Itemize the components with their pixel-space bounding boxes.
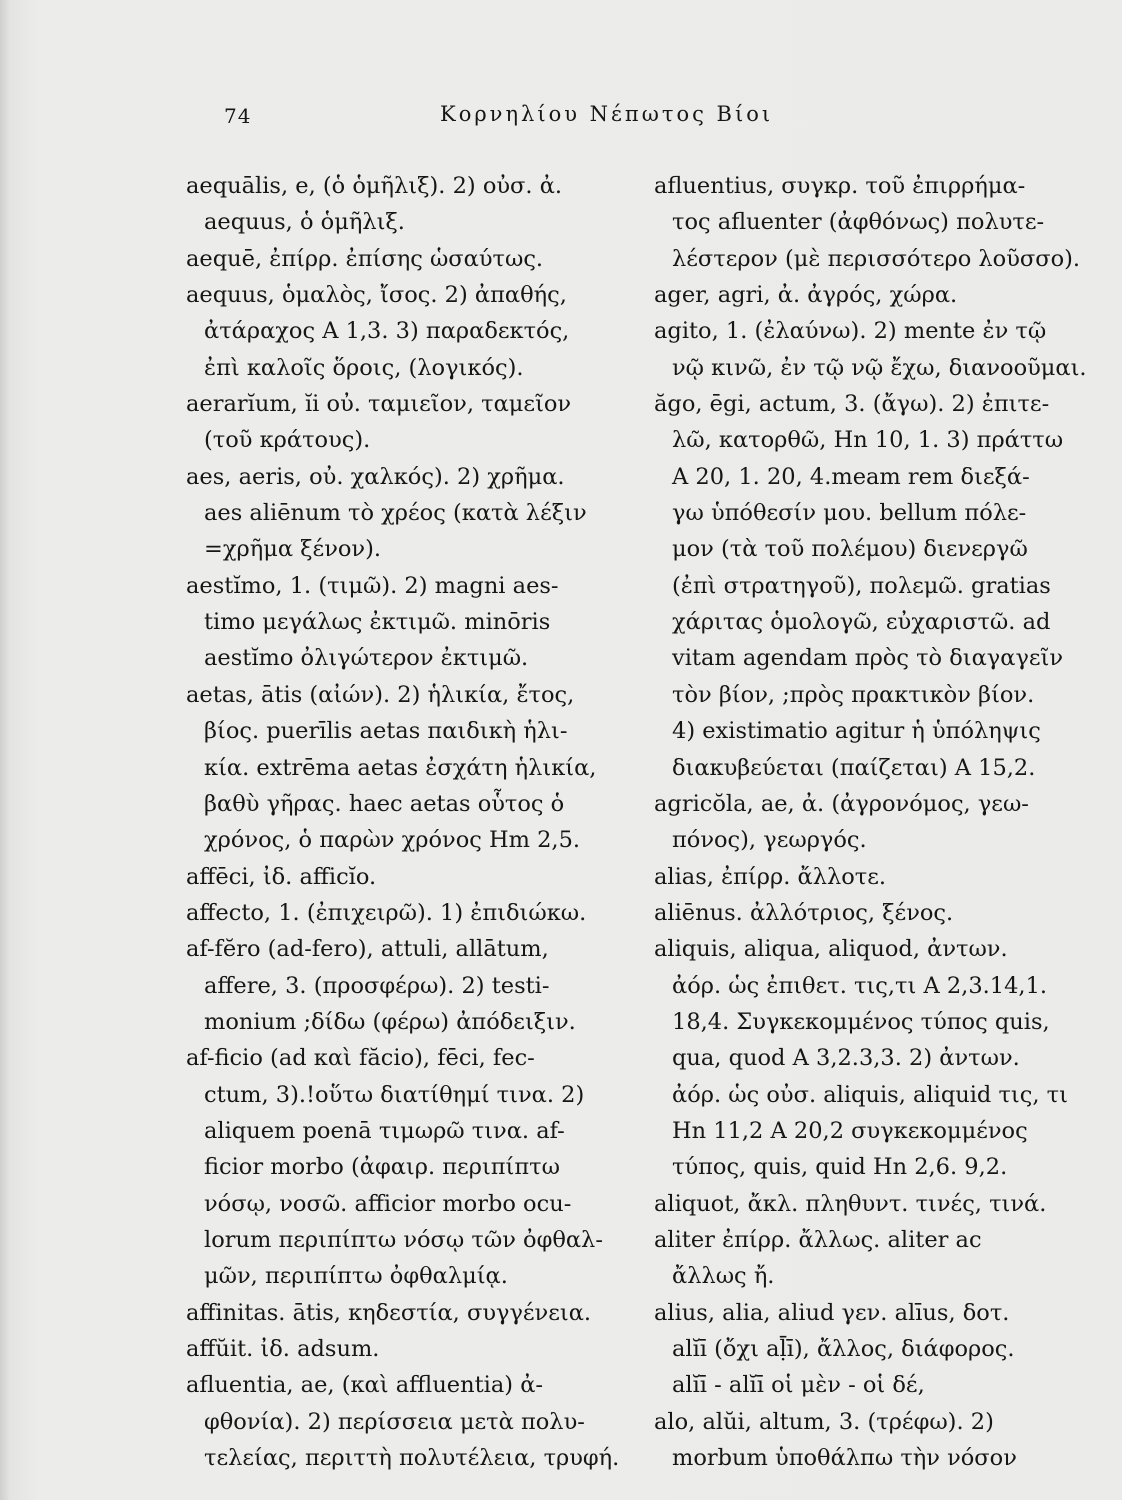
dictionary-line: aequus, ὁμαλὸς, ἴσος. 2) ἀπαθής, [186,282,567,309]
dictionary-line: morbum ὑποθάλπω τὴν νόσον [672,1445,1017,1472]
dictionary-line: aliquis, aliqua, aliquod, ἀντων. [654,936,1008,963]
dictionary-line: affŭit. ἰδ. adsum. [186,1336,380,1362]
dictionary-line: χάριτας ὁμολογῶ, εὐχαριστῶ. ad [672,609,1051,636]
dictionary-line: κία. extrēma aetas ἐσχάτη ἡλικία, [204,754,597,781]
dictionary-line: γω ὑπόθεσίν μου. bellum πόλε- [672,500,1027,527]
dictionary-line: βίος. puerīlis aetas παιδικὴ ἡλι- [204,718,568,745]
dictionary-line: qua, quod A 3,2.3,3. 2) ἀντων. [672,1045,1020,1072]
dictionary-line: agito, 1. (ἐλαύνω). 2) mente ἐν τῷ [654,318,1047,345]
dictionary-line: monium ;δίδω (φέρω) ἀπόδειξιν. [204,1008,576,1035]
running-title: Κορνηλίου Νέπωτος Βίοι [440,102,774,126]
dictionary-line: τὸν βίον, ;πρὸς πρακτικὸν βίον. [672,681,1035,708]
dictionary-line: =χρῆμα ξένον). [204,536,382,563]
dictionary-line: ἀόρ. ὡς ἐπιθετ. τις,τι A 2,3.14,1. [672,972,1048,999]
dictionary-line: διακυβεύεται (παίζεται) A 15,2. [672,754,1036,781]
dictionary-line: τύπος, quis, quid Hn 2,6. 9,2. [672,1154,1008,1181]
dictionary-line: affēci, ἰδ. afficĭo. [186,863,377,890]
dictionary-line: aetas, ātis (αἰών). 2) ἡλικία, ἔτος, [186,681,575,708]
dictionary-line: ager, agri, ἀ. ἀγρός, χώρα. [654,282,958,309]
dictionary-line: aliēnus. ἀλλότριος, ξένος. [654,899,954,926]
dictionary-line: timo μεγάλως ἐκτιμῶ. minōris [204,609,551,636]
dictionary-line: φθονία). 2) περίσσεια μετὰ πολυ- [204,1408,585,1435]
dictionary-line: agricŏla, ae, ἀ. (ἀγρονόμος, γεω- [654,790,1029,817]
dictionary-line: νόσῳ, νοσῶ. afficior morbo ocu- [204,1190,572,1217]
dictionary-line: μον (τὰ τοῦ πολέμου) διενεργῶ [672,536,1028,563]
dictionary-line: af-fĕro (ad-fero), attuli, allātum, [186,936,549,963]
dictionary-line: afluentia, ae, (καὶ affluentia) ἀ- [186,1372,543,1399]
dictionary-line: affere, 3. (προσφέρω). 2) testi- [204,972,550,999]
right-column [654,168,1090,1476]
dictionary-line: ficior morbo (ἀφαιρ. περιπίπτω [204,1154,560,1181]
dictionary-line: τελείας, περιττὴ πολυτέλεια, τρυφή. [204,1445,620,1472]
dictionary-line: πόνος), γεωργός. [672,827,867,854]
dictionary-line: λέστερον (μὲ περισσότερο λοῦσσο). [672,245,1081,272]
dictionary-line: aliquem poenā τιμωρῶ τινα. af- [204,1117,565,1144]
dictionary-line: (τοῦ κράτους). [204,427,371,454]
dictionary-line: aequus, ὁ ὁμῆλιξ. [204,209,405,236]
dictionary-line: alo, alŭi, altum, 3. (τρέφω). 2) [654,1408,994,1435]
dictionary-line: A 20, 1. 20, 4.meam rem διεξά- [672,463,1030,490]
dictionary-line: aes, aeris, οὐ. χαλκός). 2) χρῆμα. [186,463,565,490]
dictionary-line: ἐπὶ καλοῖς ὅροις, (λογικός). [204,354,524,381]
dictionary-line: aestĭmo ὀλιγώτερον ἐκτιμῶ. [204,645,529,672]
dictionary-line: aes aliēnum τὸ χρέος (κατὰ λέξιν [204,500,587,527]
dictionary-line: (ἐπὶ στρατηγοῦ), πολεμῶ. gratias [672,572,1051,599]
dictionary-line: τος afluenter (ἀφθόνως) πολυτε- [672,209,1045,236]
dictionary-line: aequālis, e, (ὁ ὁμῆλιξ). 2) οὐσ. ἀ. [186,173,563,199]
dictionary-line: af-ficio (ad καὶ făcio), fēci, fec- [186,1045,535,1072]
dictionary-line: λῶ, κατορθῶ, Hn 10, 1. 3) πράττω [672,427,1064,454]
dictionary-line: alius, alia, aliud γεν. alīus, δοτ. [654,1299,1010,1326]
dictionary-line: affinitas. ātis, κηδεστία, συγγένεια. [186,1299,592,1326]
dictionary-line: lorum περιπίπτω νόσῳ τῶν ὀφθαλ- [204,1226,603,1253]
dictionary-line: aequē, ἐπίρρ. ἐπίσης ὡσαύτως. [186,245,544,272]
dictionary-line: aliquot, ἄκλ. πληθυντ. τινές, τινά. [654,1190,1047,1217]
dictionary-line: alias, ἐπίρρ. ἄλλοτε. [654,863,887,890]
dictionary-line: ἀτάραχος A 1,3. 3) παραδεκτός, [204,318,570,345]
dictionary-line: χρόνος, ὁ παρὼν χρόνος Hm 2,5. [204,827,581,854]
dictionary-line: aerarĭum, ĭi οὐ. ταμιεῖον, ταμεῖον [186,391,572,418]
dictionary-line: vitam agendam πρὸς τὸ διαγαγεῖν [672,645,1064,672]
dictionary-line: affecto, 1. (ἐπιχειρῶ). 1) ἐπιδιώκω. [186,899,587,926]
left-column [186,168,622,1476]
dictionary-line: aliter ἐπίρρ. ἄλλως. aliter ac [654,1226,982,1253]
dictionary-line: alĭī - alĭī οἱ μὲν - οἱ δέ, [672,1372,925,1399]
dictionary-line: ăgo, ēgi, actum, 3. (ἄγω). 2) ἐπιτε- [654,391,1050,418]
dictionary-line: aestĭmo, 1. (τιμῶ). 2) magni aes- [186,572,559,599]
dictionary-line: μῶν, περιπίπτω ὀφθαλμίᾳ. [204,1263,508,1290]
page-number: 74 [224,104,252,128]
dictionary-line: 18,4. Συγκεκομμένος τύπος quis, [672,1008,1050,1035]
dictionary-line: Hn 11,2 A 20,2 συγκεκομμένος [672,1117,1028,1144]
dictionary-line: afluentius, συγκρ. τοῦ ἐπιρρήμα- [654,173,1026,199]
dictionary-line: ἀόρ. ὡς οὐσ. aliquis, aliquid τις, τι [672,1081,1068,1108]
dictionary-line: νῷ κινῶ, ἐν τῷ νῷ ἔχω, διανοοῦμαι. [672,354,1087,381]
dictionary-line: alĭī (ὄχι aḹī), ἄλλος, διάφορος. [672,1336,1015,1362]
dictionary-line: βαθὺ γῆρας. haec aetas οὗτος ὁ [204,790,565,817]
dictionary-line: 4) existimatio agitur ἡ ὑπόληψις [672,718,1041,745]
page-header [0,100,1122,140]
dictionary-line: ἄλλως ἤ. [672,1263,775,1290]
dictionary-line: ctum, 3).!οὕτω διατίθημί τινα. 2) [204,1081,585,1108]
